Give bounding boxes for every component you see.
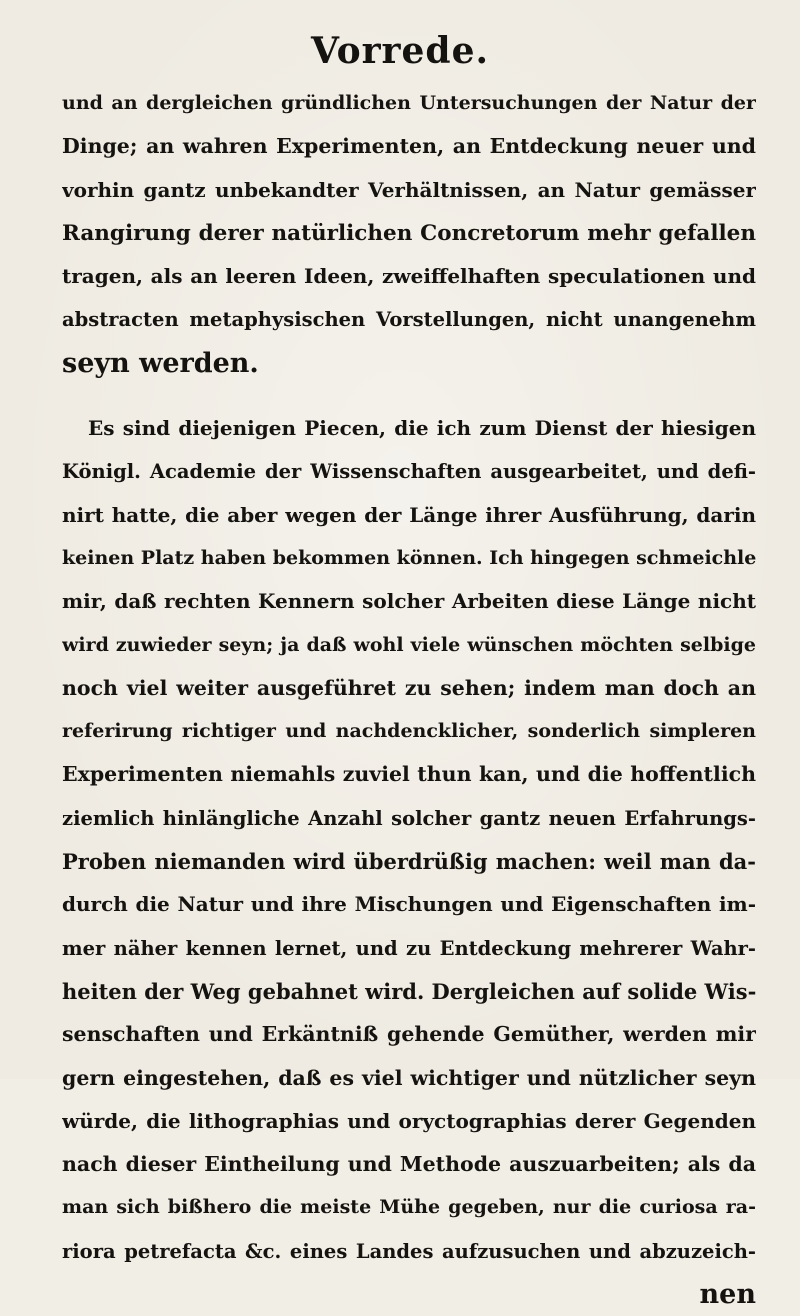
paragraph-1: [62, 82, 756, 385]
running-head: Vorrede.: [310, 30, 490, 72]
text-line: seyn werden.: [62, 347, 259, 379]
text-line: mer näher kennen lernet, und zu Entdeckung mehrerer Wahr-: [62, 936, 756, 960]
paragraph-gap: [62, 385, 756, 407]
text-line: Es sind diejenigen Piecen, die ich zum Dienst der hiesigen: [88, 416, 756, 441]
text-line: und an dergleichen gründlichen Untersuchungen der Natur der: [62, 92, 756, 114]
text-line: Rangirung derer natürlichen Concretorum mehr gefallen: [62, 220, 756, 246]
text-line: Proben niemanden wird überdrüßig machen: weil man da-: [62, 849, 756, 875]
text-line: Dinge; an wahren Experimenten, an Entdeckung neuer und: [62, 134, 756, 159]
text-line: referirung richtiger und nachdencklicher, sonderlich simpleren: [62, 720, 756, 743]
text-line: würde, die lithographias und oryctographias derer Gegenden: [62, 1108, 756, 1133]
text-line: man sich bißhero die meiste Mühe gegeben, nur die curiosa ra-: [62, 1196, 756, 1219]
text-line: vorhin gantz unbekandter Verhältnissen, an Natur gemässer: [62, 177, 756, 202]
text-line: abstracten metaphysischen Vorstellungen, nicht unangenehm: [62, 308, 756, 332]
text-line: ziemlich hinlängliche Anzahl solcher gantz neuen Erfahrungs-: [62, 806, 756, 830]
text-line: riora petrefacta &c. eines Landes aufzusuchen und abzuzeich-: [62, 1239, 756, 1263]
text-line: nach dieser Eintheilung und Methode auszuarbeiten; als da: [62, 1152, 756, 1177]
text-line: keinen Platz haben bekommen können. Ich hingegen schmeichle: [62, 546, 756, 569]
text-line: gern eingestehen, daß es viel wichtiger und nützlicher seyn: [62, 1065, 756, 1090]
text-line: mir, daß rechten Kennern solcher Arbeiten diese Länge nicht: [62, 589, 756, 614]
body-text: [62, 82, 756, 1316]
text-line: noch viel weiter ausgeführet zu sehen; indem man doch an: [62, 675, 756, 700]
text-line: Experimenten niemahls zuviel thun kan, und die hoffentlich: [62, 762, 756, 787]
paragraph-2: [62, 407, 756, 1316]
text-line: nirt hatte, die aber wegen der Länge ihrer Ausführung, darin: [62, 502, 756, 527]
text-line: tragen, als an leeren Ideen, zweiffelhaften speculationen und: [62, 264, 756, 289]
text-line: senschaften und Erkäntniß gehende Gemüther, werden mir: [62, 1022, 756, 1047]
text-line: Königl. Academie der Wissenschaften ausgearbeitet, und defi-: [62, 460, 756, 484]
text-line: wird zuwieder seyn; ja daß wohl viele wünschen möchten selbige: [62, 633, 756, 656]
text-line: durch die Natur und ihre Mischungen und Eigenschaften im-: [62, 892, 756, 917]
catchword: nen: [699, 1279, 756, 1311]
text-line: heiten der Weg gebahnet wird. Dergleichen auf solide Wis-: [62, 978, 756, 1004]
